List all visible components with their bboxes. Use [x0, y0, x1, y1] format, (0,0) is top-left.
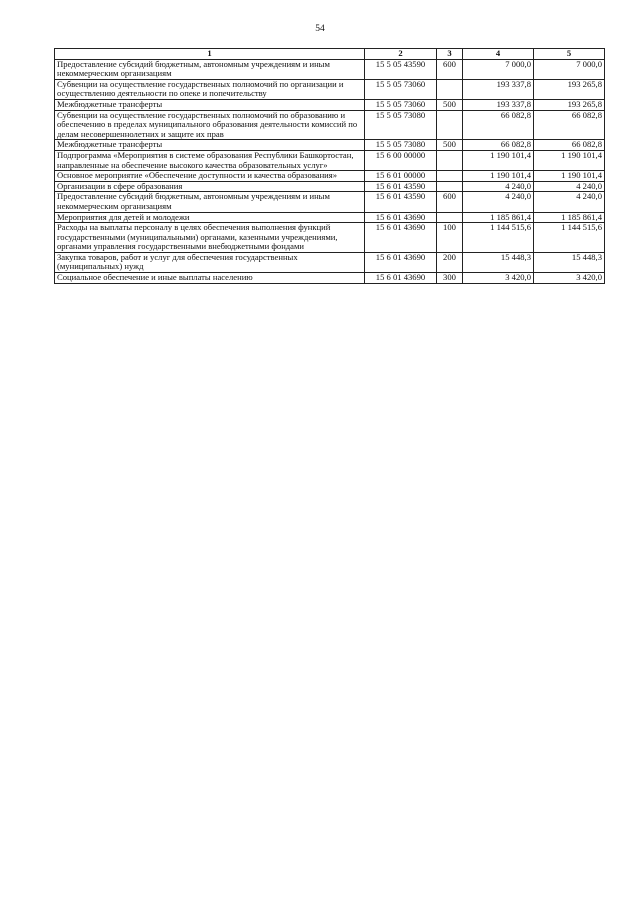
row-code-cell: 15 6 01 43590 — [365, 192, 437, 212]
row-type-cell: 600 — [437, 59, 463, 79]
table-row — [55, 212, 605, 223]
row-value-plan-cell: 193 337,8 — [463, 79, 534, 99]
budget-table — [54, 48, 605, 284]
row-name-cell: Межбюджетные трансферты — [55, 99, 365, 110]
row-type-cell — [437, 110, 463, 140]
row-value-second-cell: 3 420,0 — [534, 273, 605, 284]
row-name-cell: Основное мероприятие «Обеспечение доступности и качества образования» — [55, 171, 365, 182]
row-name-cell: Мероприятия для детей и молодежи — [55, 212, 365, 223]
row-type-cell: 300 — [437, 273, 463, 284]
row-code-cell: 15 6 01 43690 — [365, 212, 437, 223]
row-code-cell: 15 5 05 43590 — [365, 59, 437, 79]
page-number: 54 — [315, 24, 325, 34]
row-value-second-cell: 1 185 861,4 — [534, 212, 605, 223]
row-code-cell: 15 5 05 73080 — [365, 140, 437, 151]
row-type-cell — [437, 171, 463, 182]
row-name-cell: Расходы на выплаты персоналу в целях обеспечения выполнения функций государственными (муниципальными) органами, казенными учреждениями, органами управления государственными внебюджетными фондами — [55, 223, 365, 253]
row-type-cell — [437, 79, 463, 99]
row-value-plan-cell: 1 144 515,6 — [463, 223, 534, 253]
row-name-cell: Подпрограмма «Мероприятия в системе образования Республики Башкортостан, направленные на обеспечение высокого качества образовательных услуг» — [55, 150, 365, 170]
row-value-second-cell: 66 082,8 — [534, 140, 605, 151]
table-row — [55, 110, 605, 140]
row-name-cell: Предоставление субсидий бюджетным, автономным учреждениям и иным некоммерческим организациям — [55, 192, 365, 212]
row-code-cell: 15 6 00 00000 — [365, 150, 437, 170]
row-value-plan-cell: 1 190 101,4 — [463, 150, 534, 170]
row-value-second-cell: 1 190 101,4 — [534, 171, 605, 182]
row-code-cell: 15 6 01 43690 — [365, 273, 437, 284]
row-value-plan-cell: 7 000,0 — [463, 59, 534, 79]
row-value-plan-cell: 3 420,0 — [463, 273, 534, 284]
row-value-second-cell: 7 000,0 — [534, 59, 605, 79]
row-type-cell — [437, 181, 463, 192]
column-header-3: 3 — [437, 49, 463, 60]
row-code-cell: 15 6 01 43690 — [365, 252, 437, 272]
row-type-cell: 200 — [437, 252, 463, 272]
row-value-second-cell: 1 190 101,4 — [534, 150, 605, 170]
table-header-row — [55, 49, 605, 60]
row-type-cell: 600 — [437, 192, 463, 212]
row-type-cell — [437, 150, 463, 170]
row-code-cell: 15 5 05 73060 — [365, 99, 437, 110]
table-row — [55, 273, 605, 284]
row-name-cell: Субвенции на осуществление государственных полномочий по образованию и обеспечению в пределах муниципального образования деятельности комиссий по делам несовершеннолетних и защите их прав — [55, 110, 365, 140]
row-value-plan-cell: 193 337,8 — [463, 99, 534, 110]
row-value-plan-cell: 1 190 101,4 — [463, 171, 534, 182]
row-name-cell: Социальное обеспечение и иные выплаты населению — [55, 273, 365, 284]
row-name-cell: Организации в сфере образования — [55, 181, 365, 192]
row-value-second-cell: 4 240,0 — [534, 181, 605, 192]
column-header-5: 5 — [534, 49, 605, 60]
row-type-cell — [437, 212, 463, 223]
row-value-plan-cell: 1 185 861,4 — [463, 212, 534, 223]
row-value-second-cell: 15 448,3 — [534, 252, 605, 272]
table-row — [55, 252, 605, 272]
table-row — [55, 150, 605, 170]
row-value-second-cell: 193 265,8 — [534, 99, 605, 110]
row-value-second-cell: 4 240,0 — [534, 192, 605, 212]
row-type-cell: 500 — [437, 140, 463, 151]
row-value-plan-cell: 15 448,3 — [463, 252, 534, 272]
row-value-plan-cell: 4 240,0 — [463, 192, 534, 212]
row-name-cell: Предоставление субсидий бюджетным, автономным учреждениям и иным некоммерческим организациям — [55, 59, 365, 79]
table-row — [55, 59, 605, 79]
row-value-second-cell: 66 082,8 — [534, 110, 605, 140]
row-name-cell: Субвенции на осуществление государственных полномочий по организации и осуществлению деятельности по опеке и попечительству — [55, 79, 365, 99]
table-body — [55, 59, 605, 283]
row-name-cell: Закупка товаров, работ и услуг для обеспечения государственных (муниципальных) нужд — [55, 252, 365, 272]
row-code-cell: 15 5 05 73080 — [365, 110, 437, 140]
table-row — [55, 79, 605, 99]
table-row — [55, 181, 605, 192]
row-type-cell: 500 — [437, 99, 463, 110]
row-code-cell: 15 6 01 43590 — [365, 181, 437, 192]
table-row — [55, 99, 605, 110]
table-row — [55, 192, 605, 212]
table-row — [55, 223, 605, 253]
row-type-cell: 100 — [437, 223, 463, 253]
table-row — [55, 171, 605, 182]
column-header-1: 1 — [55, 49, 365, 60]
row-code-cell: 15 6 01 00000 — [365, 171, 437, 182]
row-value-plan-cell: 4 240,0 — [463, 181, 534, 192]
row-value-second-cell: 1 144 515,6 — [534, 223, 605, 253]
row-value-second-cell: 193 265,8 — [534, 79, 605, 99]
row-value-plan-cell: 66 082,8 — [463, 110, 534, 140]
row-value-plan-cell: 66 082,8 — [463, 140, 534, 151]
row-code-cell: 15 6 01 43690 — [365, 223, 437, 253]
row-code-cell: 15 5 05 73060 — [365, 79, 437, 99]
column-header-2: 2 — [365, 49, 437, 60]
row-name-cell: Межбюджетные трансферты — [55, 140, 365, 151]
column-header-4: 4 — [463, 49, 534, 60]
table-row — [55, 140, 605, 151]
